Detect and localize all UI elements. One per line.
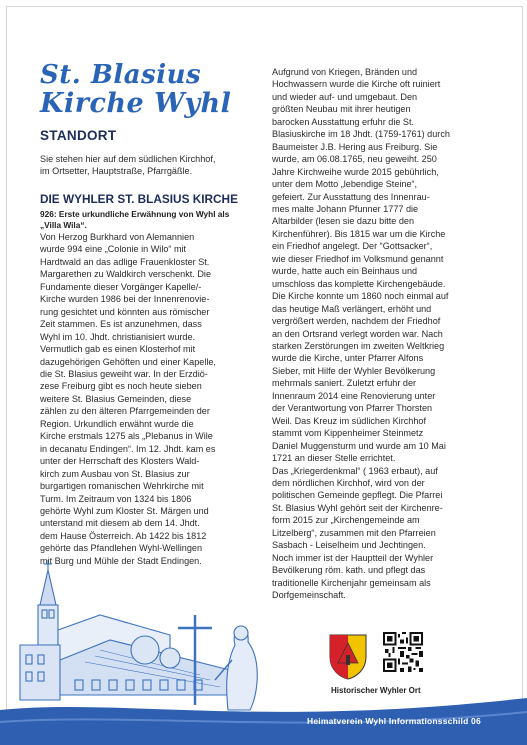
text-line: St. Blasius Wyhl gehört seit der Kirchenre- — [272, 502, 443, 513]
text-line: mit Burg und Mühle der Stadt Endingen. — [40, 555, 202, 566]
text-line: Litzelberg“, zusammen mit den Pfarreien — [272, 527, 436, 538]
standort-text — [40, 153, 262, 178]
standort-heading: STANDORT — [40, 128, 117, 143]
text-line: größten Neubau mit ihrer heutigen — [272, 104, 411, 115]
standort-line: Sie stehen hier auf dem südlichen Kirchhof, — [40, 154, 216, 164]
footer-text: Heimatverein Wyhl Informationsschild 06 — [307, 716, 481, 726]
text-line: Jahre Kirchweihe wurde 2015 gebührlich, — [272, 166, 439, 177]
text-line: zählen zu den älteren Pfarrgemeinden der — [40, 406, 210, 417]
text-line: Baumeister J.B. Hering aus Freiburg. Sie — [272, 141, 438, 152]
text-line: an den Ortsrand verlegt worden war. Nach — [272, 328, 443, 339]
text-line: 1721 an dieser Stelle errichtet. — [272, 453, 396, 464]
text-line: mes malte Johann Pfunner 1777 die — [272, 203, 419, 214]
text-line: und wieder auf- und umgebaut. Den — [272, 91, 418, 102]
text-line: barocken Ausstattung erfuhr die St. — [272, 116, 415, 127]
text-line: Innenraum 2014 eine Renovierung unter — [272, 390, 436, 401]
text-line: wurde, am 06.08.1765, neu geweiht. 250 — [272, 154, 437, 165]
text-line: traditionelle Kirchenjahr gemeinsam als — [272, 577, 431, 588]
text-line: burgartigen romanischen Wehrkirche mit — [40, 481, 204, 492]
text-line: das heutige Maß verlängert, erhöht und — [272, 303, 432, 314]
text-line: unterstand mit diesem ab dem 14. Jhdt. — [40, 518, 200, 529]
logo-caption: Historischer Wyhler Ort — [331, 686, 421, 695]
text-line: Turm. Im Zeitraum von 1324 bis 1806 — [40, 493, 192, 504]
text-line: wie dieser Friedhof im Volksmund genannt — [272, 253, 444, 264]
church-heading: DIE WYHLER ST. BLASIUS KIRCHE — [40, 192, 238, 206]
text-line: Das „Kriegerdenkmal“ ( 1963 erbaut), auf — [272, 465, 438, 476]
text-line: dem Hause Österreich. Ab 1422 bis 1812 — [40, 530, 207, 541]
subheading-line: 926: Erste urkundliche Erwähnung von Wyhl als — [40, 209, 230, 219]
text-line: zese Freiburg gibt es noch heute sieben — [40, 381, 202, 392]
text-line: der Verantwortung von Pfarrer Thorsten — [272, 403, 433, 414]
text-line: ein Friedhof angelegt. Der “Gottsacker“, — [272, 241, 433, 252]
text-line: wurde, hatte auch ein Beinhaus und — [272, 266, 418, 277]
text-line: Bevölkerung röm. kath. und pflegt das — [272, 565, 426, 576]
text-line: Sasbach - Leiselheim und Jechtingen. — [272, 540, 426, 551]
title-logo-line2: Kirche Wyhl — [40, 88, 232, 119]
text-line: Kirche erstmals 1275 als „Plebanus in Wile — [40, 431, 213, 442]
text-line: kirch zum Ausbau von St. Blasius zur — [40, 468, 190, 479]
text-line: wurde die Kirche, unter Pfarrer Alfons — [272, 353, 424, 364]
text-line: Region. Urkundlich erwähnt wurde die — [40, 418, 194, 429]
text-line: vergrößert werden, nachdem der Friedhof — [272, 316, 441, 327]
text-line: Altarbilder (lesen sie dazu bitte den — [272, 216, 415, 227]
text-line: in decanatu Endingen“. Im 12. Jhdt. kam es — [40, 443, 216, 454]
text-line: unter der Herrschaft des Klosters Wald- — [40, 456, 200, 467]
text-line: Hardtwald an das adlige Frauenkloster St. — [40, 256, 210, 267]
text-line: Zeit stammen. Es ist anzunehmen, dass — [40, 319, 202, 330]
text-line: rung gesichtet und könnten aus römischer — [40, 306, 210, 317]
text-line: Margarethen zu Waldkirch verschenkt. Die — [40, 269, 211, 280]
text-line: Die Kirche konnte um 1860 noch einmal auf — [272, 291, 449, 302]
text-line: gehörte Wyhl zum Kloster St. Märgen und — [40, 505, 209, 516]
text-line: Blasiuskirche im 18 Jhdt. (1759-1761) durch — [272, 129, 450, 140]
text-line: Noch immer ist der Hauptteil der Wyhler — [272, 552, 434, 563]
text-line: starken Zerstörungen im zweiten Weltkrieg — [272, 340, 445, 351]
subheading-line: „Villa Wila“. — [40, 220, 87, 231]
text-line: politischen Gemeinde gepflegt. Die Pfarrei — [272, 490, 443, 501]
coat-of-arms-icon — [326, 633, 370, 681]
text-line: Dorfgemeinschaft. — [272, 590, 346, 601]
text-line: dem nördlichen Kirchhof, wird von der — [272, 477, 425, 488]
text-line: form 2015 zur „Kirchengemeinde am — [272, 515, 420, 526]
history-column-right — [272, 66, 492, 601]
standort-line: im Ortsetter, Hauptstraße, Pfarrgäßle. — [40, 166, 193, 177]
church-illustration — [0, 530, 527, 745]
church-subheading — [40, 209, 270, 231]
text-line: Vermutlich gab es einen Klosterhof mit — [40, 344, 196, 355]
text-line: unter dem Motto „lebendige Steine“, — [272, 179, 418, 190]
text-line: stammt vom Kippenheimer Steinmetz — [272, 428, 424, 439]
text-line: umschloss das komplette Kirchengebäude. — [272, 278, 446, 289]
text-line: Hochwassern wurde die Kirche oft ruiniert — [272, 79, 441, 90]
text-line: Von Herzog Burkhard von Alemannien — [40, 232, 195, 242]
text-line: gefeiert. Zur Ausstattung des Innenrau- — [272, 191, 430, 202]
text-line: weitere St. Blasius Gemeinden, diese — [40, 393, 192, 404]
text-line: Fundamente dieser Vorgänger Kapelle/- — [40, 281, 202, 292]
title-logo-line1: St. Blasius — [40, 60, 202, 90]
text-line: Kirchenführer). Bis 1815 war um die Kirche — [272, 228, 446, 239]
qr-code-icon — [383, 632, 423, 672]
text-line: die St. Blasius geweiht war. In der Erzdiö- — [40, 368, 208, 379]
text-line: Weil. Das Kreuz im südlichen Kirchhof — [272, 415, 426, 426]
text-line: Kirche wurden 1986 bei der Innenrenovie- — [40, 294, 210, 305]
text-line: Sieber, mit Hilfe der Wyhler Bevölkerung — [272, 365, 436, 376]
text-line: Wyhl im 10. Jhdt. christianisiert wurde. — [40, 331, 196, 342]
text-line: wurde 994 eine „Colonie in Wilo“ mit — [40, 244, 187, 255]
text-line: Daniel Muggensturm und wurde am 10 Mai — [272, 440, 446, 451]
text-line: Aufgrund von Kriegen, Bränden und — [272, 67, 418, 77]
text-line: mehrmals saniert. Zuletzt erfuhr der — [272, 378, 417, 389]
text-line: dazugehörigen Gehöften und einer Kapelle, — [40, 356, 216, 367]
text-line: gehörte das Pfandlehen Wyhl-Wellingen — [40, 543, 203, 554]
history-column-left — [40, 231, 270, 567]
